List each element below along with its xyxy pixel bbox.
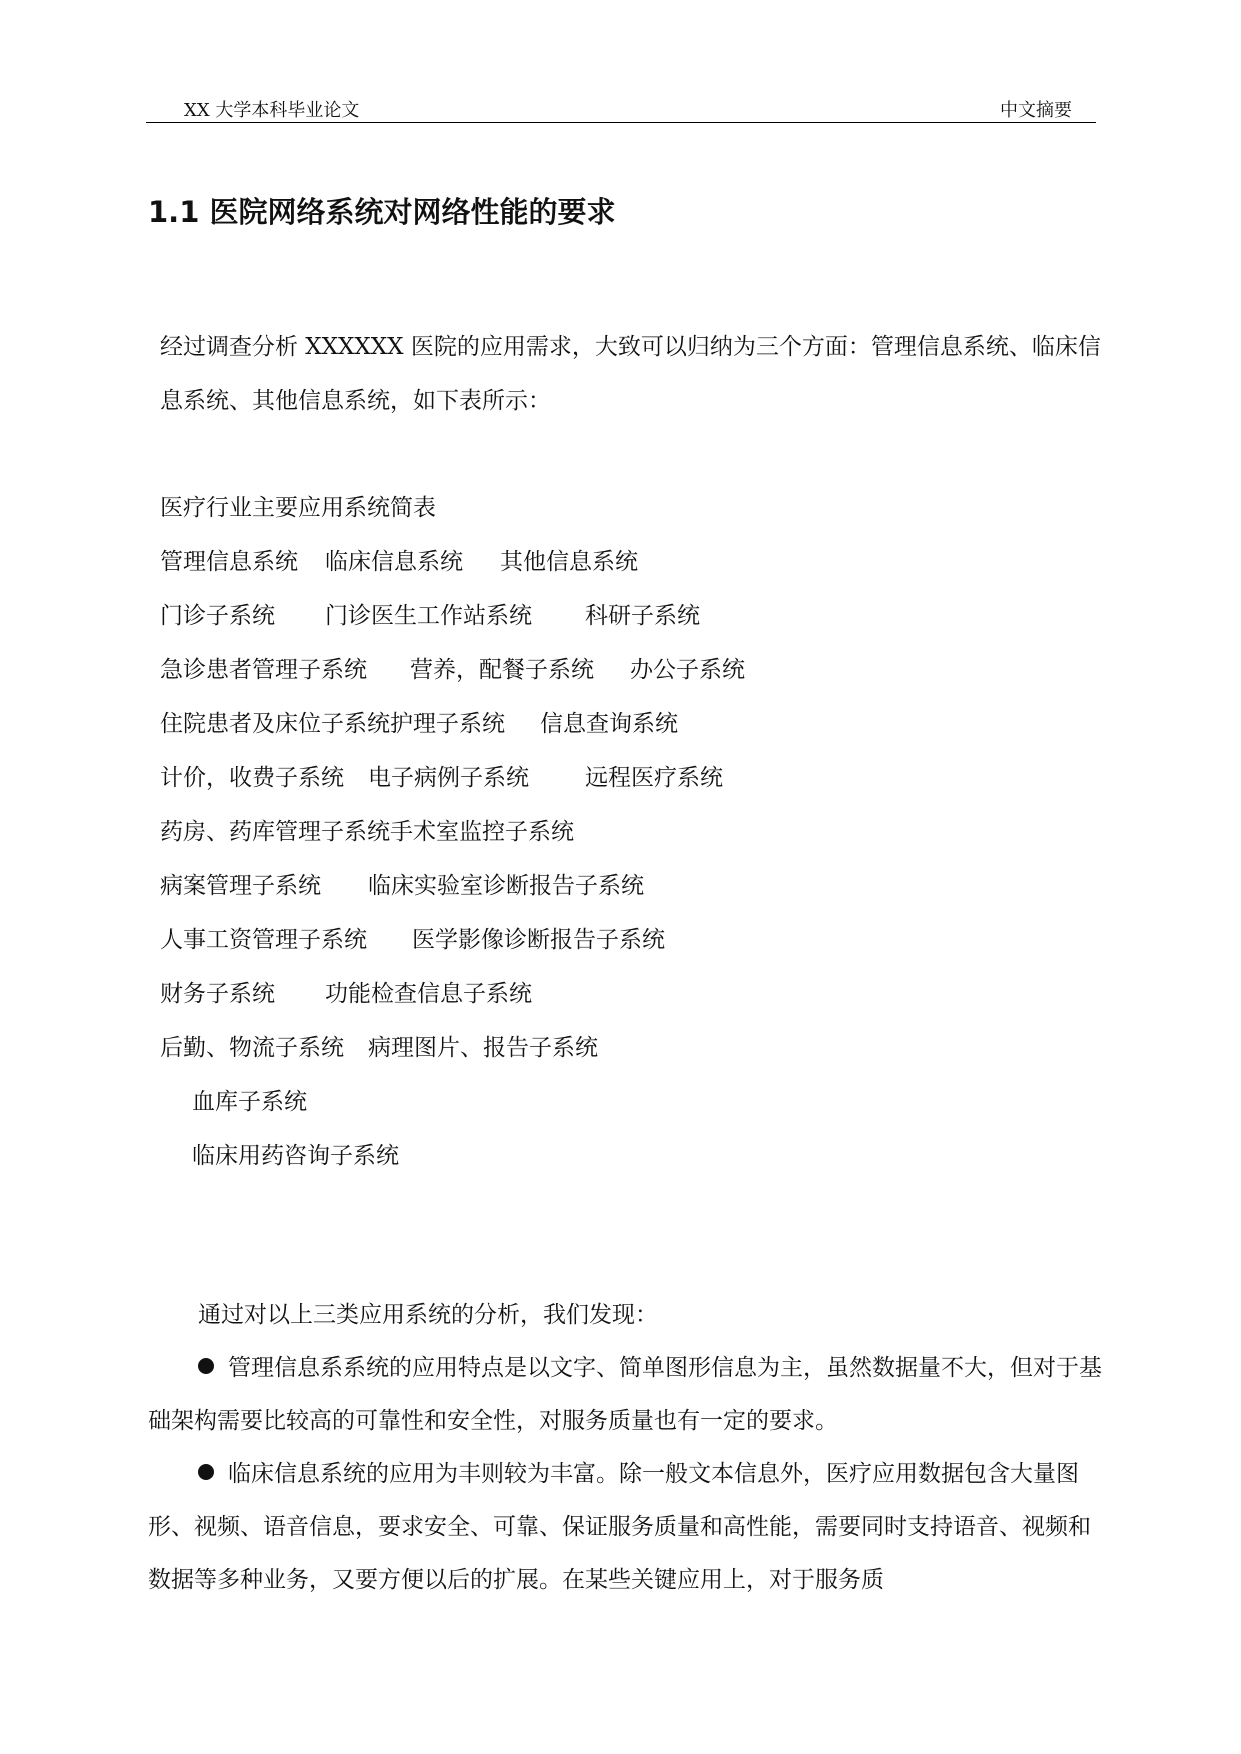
- table-row: [160, 535, 1106, 589]
- analysis-bullet-text: 管理信息系系统的应用特点是以文字、简单图形信息为主，虽然数据量不大，但对于基础架构需要比较高的可靠性和安全性，对服务质量也有一定的要求。: [148, 1355, 1102, 1434]
- table-cell: 临床实验室诊断报告子系统: [368, 873, 644, 899]
- table-cell: 信息查询系统: [540, 711, 678, 737]
- table-row: [160, 697, 1106, 751]
- table-cell: 后勤、物流子系统: [160, 1035, 344, 1061]
- table-caption-text: 医疗行业主要应用系统简表: [160, 495, 436, 521]
- table-row: [160, 805, 1106, 859]
- table-row: [160, 1021, 1106, 1075]
- table-row: [160, 1129, 1106, 1183]
- table-cell: 护理子系统: [390, 711, 505, 737]
- table-cell: 急诊患者管理子系统: [160, 657, 367, 683]
- section-title: 1.1 医院网络系统对网络性能的要求: [148, 195, 616, 229]
- table-cell: 人事工资管理子系统: [160, 927, 367, 953]
- table-cell: 病理图片、报告子系统: [368, 1035, 598, 1061]
- table-row: [160, 859, 1106, 913]
- bullet-icon: [198, 1358, 214, 1374]
- table-cell: 营养，配餐子系统: [410, 657, 594, 683]
- table-cell: 远程医疗系统: [585, 765, 723, 791]
- analysis-bullet-text: 临床信息系统的应用为丰则较为丰富。除一般文本信息外，医疗应用数据包含大量图形、视频、语音信息，要求安全、可靠、保证服务质量和高性能，需要同时支持语音、视频和数据等多种业务，又要方便以后的扩展。在某些关键应用上，对于服务质: [148, 1461, 1091, 1593]
- table-cell: 门诊医生工作站系统: [325, 603, 532, 629]
- table-cell: 其他信息系统: [500, 549, 638, 575]
- table-cell: 计价，收费子系统: [160, 765, 344, 791]
- header-thesis-title: XX 大学本科毕业论文: [184, 100, 360, 121]
- table-cell: 药房、药库管理子系统: [160, 819, 390, 845]
- analysis-section: [148, 1289, 1104, 1607]
- analysis-bullet-paragraph: [148, 1342, 1104, 1448]
- table-row: [160, 751, 1106, 805]
- intro-paragraph: 经过调查分析 XXXXXX 医院的应用需求，大致可以归纳为三个方面：管理信息系统、临床信息系统、其他信息系统，如下表所示：: [160, 334, 1101, 414]
- table-cell: 门诊子系统: [160, 603, 275, 629]
- analysis-lead: 通过对以上三类应用系统的分析，我们发现：: [198, 1302, 658, 1328]
- table-row: [160, 913, 1106, 967]
- table-row: [160, 643, 1106, 697]
- systems-table: [160, 481, 1106, 1183]
- table-cell: 临床信息系统: [325, 549, 463, 575]
- bullet-icon: [198, 1464, 214, 1480]
- table-row: [160, 967, 1106, 1021]
- table-cell: 临床用药咨询子系统: [192, 1143, 399, 1169]
- analysis-bullet-paragraph: [148, 1448, 1104, 1607]
- table-cell: 管理信息系统: [160, 549, 298, 575]
- table-cell: 功能检查信息子系统: [325, 981, 532, 1007]
- table-row: [160, 589, 1106, 643]
- table-cell: 血库子系统: [192, 1089, 307, 1115]
- table-cell: 电子病例子系统: [368, 765, 529, 791]
- table-cell: 手术室监控子系统: [390, 819, 574, 845]
- header-section-name: 中文摘要: [1000, 100, 1072, 121]
- page-header: [146, 92, 1096, 123]
- table-cell: 病案管理子系统: [160, 873, 321, 899]
- table-cell: 财务子系统: [160, 981, 275, 1007]
- table-cell: 住院患者及床位子系统: [160, 711, 390, 737]
- table-cell: 医学影像诊断报告子系统: [412, 927, 665, 953]
- table-cell: 办公子系统: [630, 657, 745, 683]
- table-row: [160, 1075, 1106, 1129]
- table-caption: [160, 481, 1106, 535]
- table-cell: 科研子系统: [585, 603, 700, 629]
